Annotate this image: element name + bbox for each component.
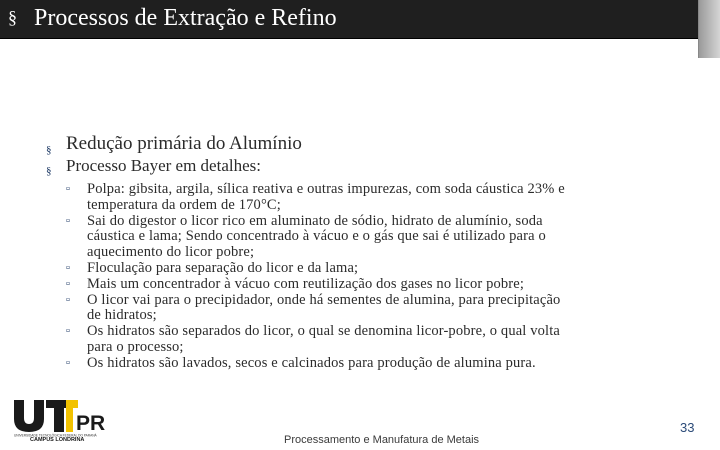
- utfpr-logo: [12, 398, 112, 442]
- bullet-text: Processo Bayer em detalhes:: [66, 156, 261, 175]
- hollow-square-bullet-icon: ▫: [66, 277, 71, 290]
- bullet-square-icon: §: [46, 165, 52, 177]
- sub-bullet-hidratos-lavados: [66, 356, 676, 372]
- hollow-square-bullet-icon: ▫: [66, 325, 71, 338]
- slide-title: Processos de Extração e Refino: [34, 5, 337, 31]
- bullet-level1-reducao: [46, 132, 696, 156]
- bullet-line: aquecimento do licor pobre;: [87, 244, 255, 261]
- logo-fine-print: UNIVERSIDADE TECNOLÓGICA FEDERAL DO PARANÁ: [14, 433, 97, 438]
- sub-bullet-polpa: [66, 182, 676, 214]
- bullet-square-icon: §: [46, 144, 52, 156]
- hollow-square-bullet-icon: ▫: [66, 261, 71, 274]
- bullet-line: O licor vai para o precipidador, onde há sementes de alumina, para precipitação: [87, 291, 561, 308]
- bullet-line: Os hidratos são lavados, secos e calcinados para produção de alumina pura.: [87, 354, 536, 371]
- sub-bullet-floculacao: [66, 261, 676, 277]
- scrollbar[interactable]: [698, 0, 720, 58]
- bullet-line: para o processo;: [87, 338, 184, 355]
- page-number: 33: [680, 420, 695, 435]
- bullet-line: Os hidratos são separados do licor, o qual se denomina licor-pobre, o qual volta: [87, 323, 560, 340]
- sub-bullet-precipitador: [66, 293, 676, 325]
- bullet-line: Floculação para separação do licor e da lama;: [87, 259, 359, 276]
- bullet-line: Sai do digestor o licor rico em aluminato de sódio, hidrato de alumínio, soda: [87, 212, 543, 229]
- bullet-line: Mais um concentrador à vácuo com reutilização dos gases no licor pobre;: [87, 275, 525, 292]
- slide-footer: Processamento e Manufatura de Metais: [284, 434, 480, 446]
- sub-bullet-list: [66, 182, 676, 372]
- hollow-square-bullet-icon: ▫: [66, 214, 71, 227]
- bullet-line: de hidratos;: [87, 307, 157, 324]
- bullet-line: temperatura da ordem de 170°C;: [87, 196, 281, 213]
- logo-campus: CAMPUS LONDRINA: [30, 437, 85, 442]
- sub-bullet-hidratos-separados: [66, 324, 676, 356]
- title-bullet: §: [8, 7, 17, 27]
- slide-body: [46, 132, 696, 177]
- slide-title-bar: [0, 0, 698, 39]
- bullet-level1-bayer: [46, 155, 696, 177]
- bullet-line: Polpa: gibsita, argila, sílica reativa e outras impurezas, com soda cáustica 23% e: [87, 181, 565, 197]
- hollow-square-bullet-icon: ▫: [66, 293, 71, 306]
- sub-bullet-concentrador: [66, 277, 676, 293]
- bullet-line: cáustica e lama; Sendo concentrado à vácuo e o gás que sai é utilizado para o: [87, 228, 546, 245]
- svg-text:PR: PR: [76, 412, 106, 435]
- hollow-square-bullet-icon: ▫: [66, 183, 71, 195]
- sub-bullet-digestor: [66, 214, 676, 261]
- bullet-text: Redução primária do Alumínio: [66, 133, 302, 154]
- hollow-square-bullet-icon: ▫: [66, 356, 71, 369]
